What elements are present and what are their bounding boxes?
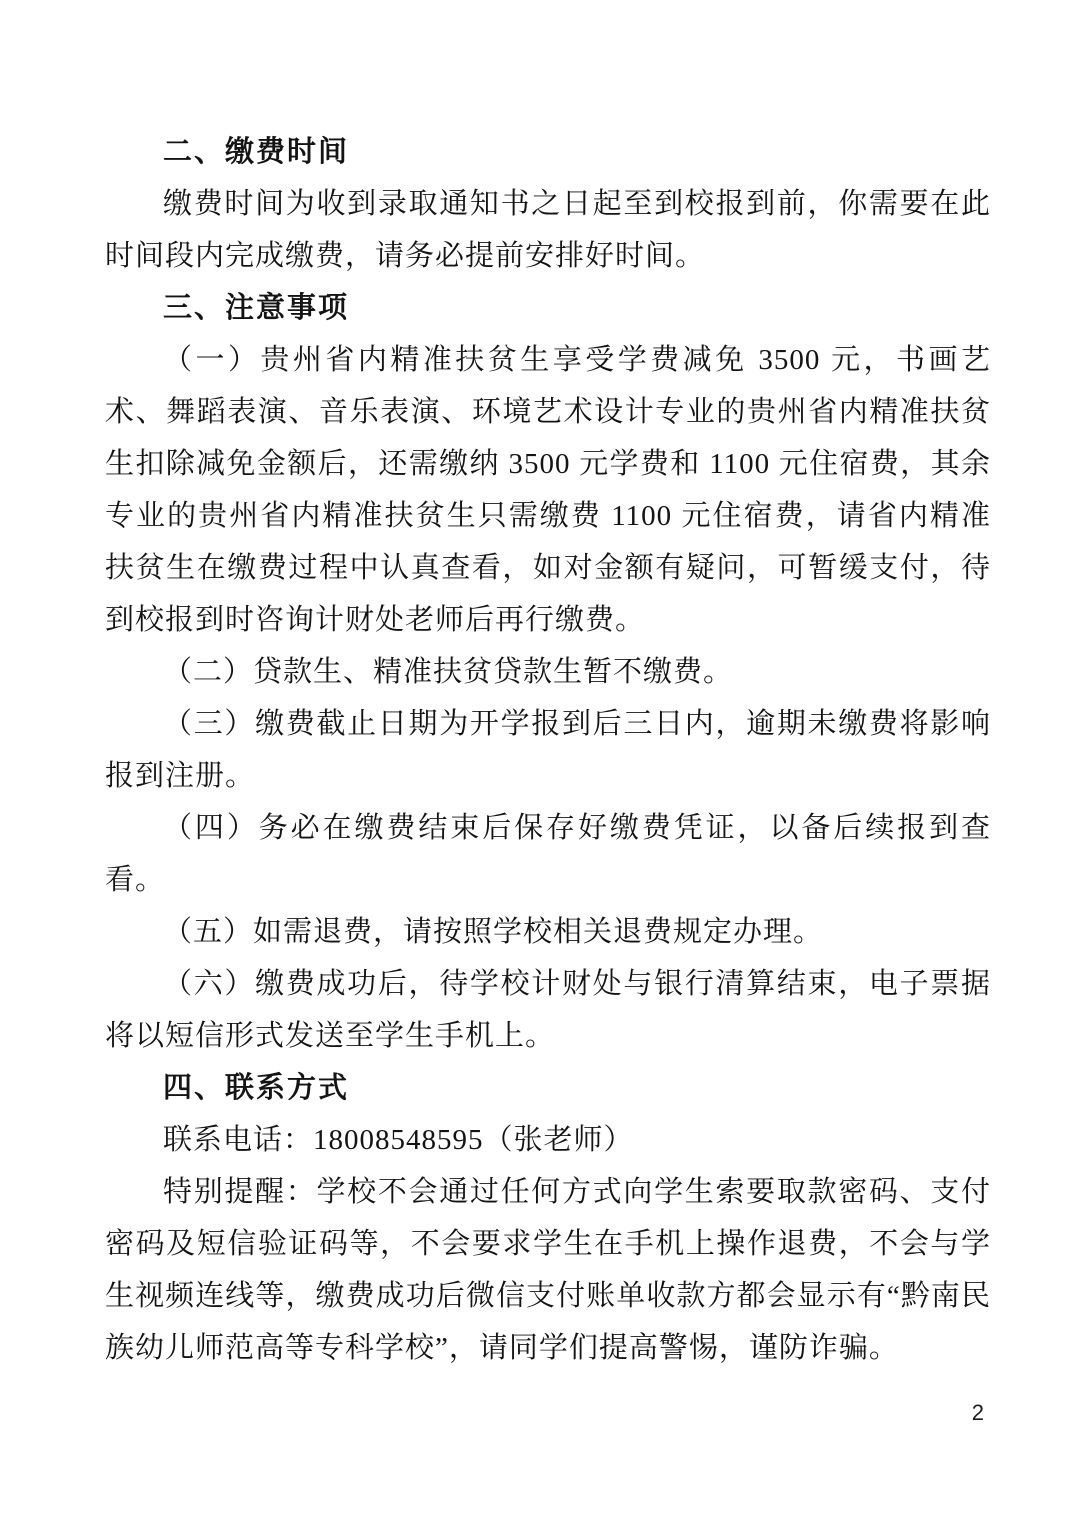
section-heading-contact: 四、联系方式 — [163, 1072, 350, 1104]
paragraph-note-3: （三）缴费截止日期为开学报到后三日内，逾期未缴费将影响报到注册。 — [105, 708, 991, 792]
paragraph-payment-time: 缴费时间为收到录取通知书之日起至到校报到前，你需要在此时间段内完成缴费，请务必提前安排好时间。 — [105, 188, 991, 272]
page-number: 2 — [971, 1400, 984, 1425]
document-body — [105, 126, 991, 1374]
section-heading-notes: 三、注意事项 — [163, 292, 350, 324]
paragraph-note-1: （一）贵州省内精准扶贫生享受学费减免 3500 元，书画艺术、舞蹈表演、音乐表演、环境艺术设计专业的贵州省内精准扶贫生扣除减免金额后，还需缴纳 3500 元学费和 1100 元住宿费，其余专业的贵州省内精准扶贫生只需缴费 1100 元住宿费，请省内精准扶贫生在缴费过程中认真查看，如对金额有疑问，可暂缓支付，待到校报到时咨询计财处老师后再行缴费。 — [105, 344, 991, 636]
paragraph-fraud-warning: 特别提醒：学校不会通过任何方式向学生索要取款密码、支付密码及短信验证码等，不会要求学生在手机上操作退费，不会与学生视频连线等，缴费成功后微信支付账单收款方都会显示有“黔南民族幼儿师范高等专科学校”，请同学们提高警惕，谨防诈骗。 — [105, 1176, 991, 1364]
paragraph-note-5: （五）如需退费，请按照学校相关退费规定办理。 — [163, 916, 824, 948]
paragraph-note-2: （二）贷款生、精准扶贫贷款生暂不缴费。 — [163, 656, 734, 688]
paragraph-contact-phone: 联系电话：18008548595（张老师） — [163, 1124, 634, 1156]
paragraph-note-4: （四）务必在缴费结束后保存好缴费凭证，以备后续报到查看。 — [105, 812, 991, 896]
paragraph-note-6: （六）缴费成功后，待学校计财处与银行清算结束，电子票据将以短信形式发送至学生手机上。 — [105, 968, 991, 1052]
section-heading-payment-time: 二、缴费时间 — [163, 136, 350, 168]
